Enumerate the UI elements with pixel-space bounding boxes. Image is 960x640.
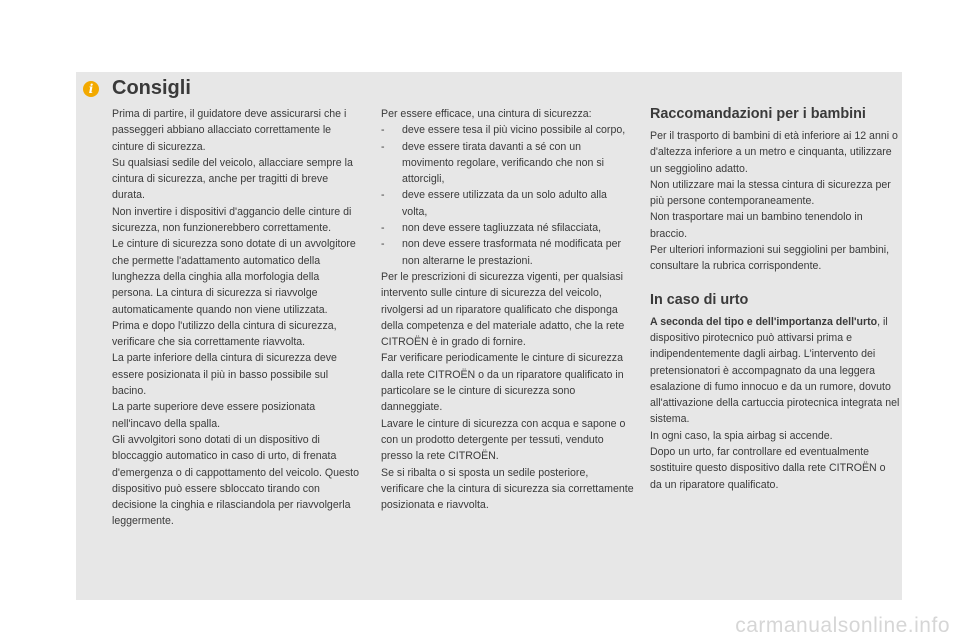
paragraph: Dopo un urto, far controllare ed eventualmente sostituire questo dispositivo dalla rete CITROËN o da un riparatore qualificato. xyxy=(650,446,886,491)
list-item xyxy=(381,220,634,236)
paragraph: Prima e dopo l'utilizzo della cintura di sicurezza, verificare che sia correttamente riavvolta. xyxy=(112,319,337,349)
list-item xyxy=(381,236,634,269)
paragraph: Per le prescrizioni di sicurezza vigenti, per qualsiasi intervento sulle cinture di sicurezza del veicolo, rivolgersi ad un riparatore qualificato che disponga della competenza e del materiale adatto, che la rete CITROËN è in grado di fornire. xyxy=(381,270,625,349)
dash-marker: - xyxy=(381,189,385,202)
column-left xyxy=(112,106,362,530)
paragraph: Non trasportare mai un bambino tenendolo in braccio. xyxy=(650,211,863,240)
list-item-text: non deve essere trasformata né modificata per non alterarne le prestazioni. xyxy=(402,238,622,267)
dash-marker: - xyxy=(381,222,385,235)
paragraph: Per il trasporto di bambini di età inferiore ai 12 anni o d'altezza inferiore a un metro e cinquanta, utilizzare un seggiolino adatto. xyxy=(650,130,898,175)
paragraph: Se si ribalta o si sposta un sedile posteriore, verificare che la cintura di sicurezza sia correttamente posizionata e riavvolta. xyxy=(381,466,634,512)
crash-text: , il dispositivo pirotecnico può attivarsi prima e indipendentemente dagli airbag. L'intervento dei pretensionatori è accompagnato da una leggera esalazione di fumo innocuo e da un rumore, dovuto all'attivazione della cartuccia pirotecnica integrata nel sistema. xyxy=(650,315,900,426)
dash-marker: - xyxy=(381,140,385,153)
section-title: Consigli xyxy=(112,77,191,99)
paragraph: Lavare le cinture di sicurezza con acqua e sapone o con un prodotto detergente per tessuti, venduto presso la rete CITROËN. xyxy=(381,417,626,463)
children-heading: Raccomandazioni per i bambini xyxy=(650,106,866,122)
requirements-list xyxy=(381,122,634,269)
paragraph: La parte inferiore della cintura di sicurezza deve essere posizionata il più in basso possibile sul bacino. xyxy=(112,352,337,398)
paragraph: Per ulteriori informazioni sui seggiolini per bambini, consultare la rubrica corrispondente. xyxy=(650,244,890,273)
column-right xyxy=(650,105,900,493)
paragraph: Far verificare periodicamente le cinture di sicurezza dalla rete CITROËN o da un riparatore qualificato in particolare se le cinture di sicurezza sono danneggiate. xyxy=(381,352,624,414)
list-item xyxy=(381,122,634,138)
dash-marker: - xyxy=(381,238,385,251)
dash-marker: - xyxy=(381,124,385,137)
list-item xyxy=(381,187,634,220)
paragraph: Su qualsiasi sedile del veicolo, allacciare sempre la cintura di sicurezza, anche per tragitti di breve durata. xyxy=(112,156,353,202)
bullet-intro: Per essere efficace, una cintura di sicurezza: xyxy=(381,108,592,120)
list-item-text: deve essere utilizzata da un solo adulto alla volta, xyxy=(402,189,607,218)
paragraph: In ogni caso, la spia airbag si accende. xyxy=(650,429,833,442)
paragraph: La parte superiore deve essere posizionata nell'incavo della spalla. xyxy=(112,401,316,430)
paragraph: Non utilizzare mai la stessa cintura di sicurezza per più persone contemporaneamente. xyxy=(650,178,891,208)
paragraph: Prima di partire, il guidatore deve assicurarsi che i passeggeri abbiano allacciato correttamente le cinture di sicurezza. xyxy=(112,108,347,153)
list-item-text: deve essere tirata davanti a sé con un movimento regolare, verificando che non si attorcigli, xyxy=(402,140,604,186)
info-icon: i xyxy=(83,81,99,97)
column-middle xyxy=(381,106,634,513)
paragraph: Gli avvolgitori sono dotati di un dispositivo di bloccaggio automatico in caso di urto, di frenata d'emergenza o di cappottamento del veicolo. Questo dispositivo può essere sbloccato tirando con decisione la cinghia e rilasciandola per riavvolgerla leggermente. xyxy=(112,433,360,528)
crash-paragraph xyxy=(650,314,900,428)
list-item-text: deve essere tesa il più vicino possibile al corpo, xyxy=(402,124,626,137)
list-item-text: non deve essere tagliuzzata né sfilacciata, xyxy=(402,222,602,235)
list-item xyxy=(381,139,634,188)
crash-bold-lead: A seconda del tipo e dell'importanza dell'urto xyxy=(650,315,878,328)
paragraph: Le cinture di sicurezza sono dotate di un avvolgitore che permette l'adattamento automatico della lunghezza della cinghia alla morfologia della persona. La cintura di sicurezza si riavvolge automaticamente quando non viene utilizzata. xyxy=(112,238,356,316)
watermark-text: carmanualsonline.info xyxy=(735,614,950,637)
crash-heading: In caso di urto xyxy=(650,291,749,308)
paragraph: Non invertire i dispositivi d'aggancio delle cinture di sicurezza, non funzionerebbero correttamente. xyxy=(112,205,352,235)
